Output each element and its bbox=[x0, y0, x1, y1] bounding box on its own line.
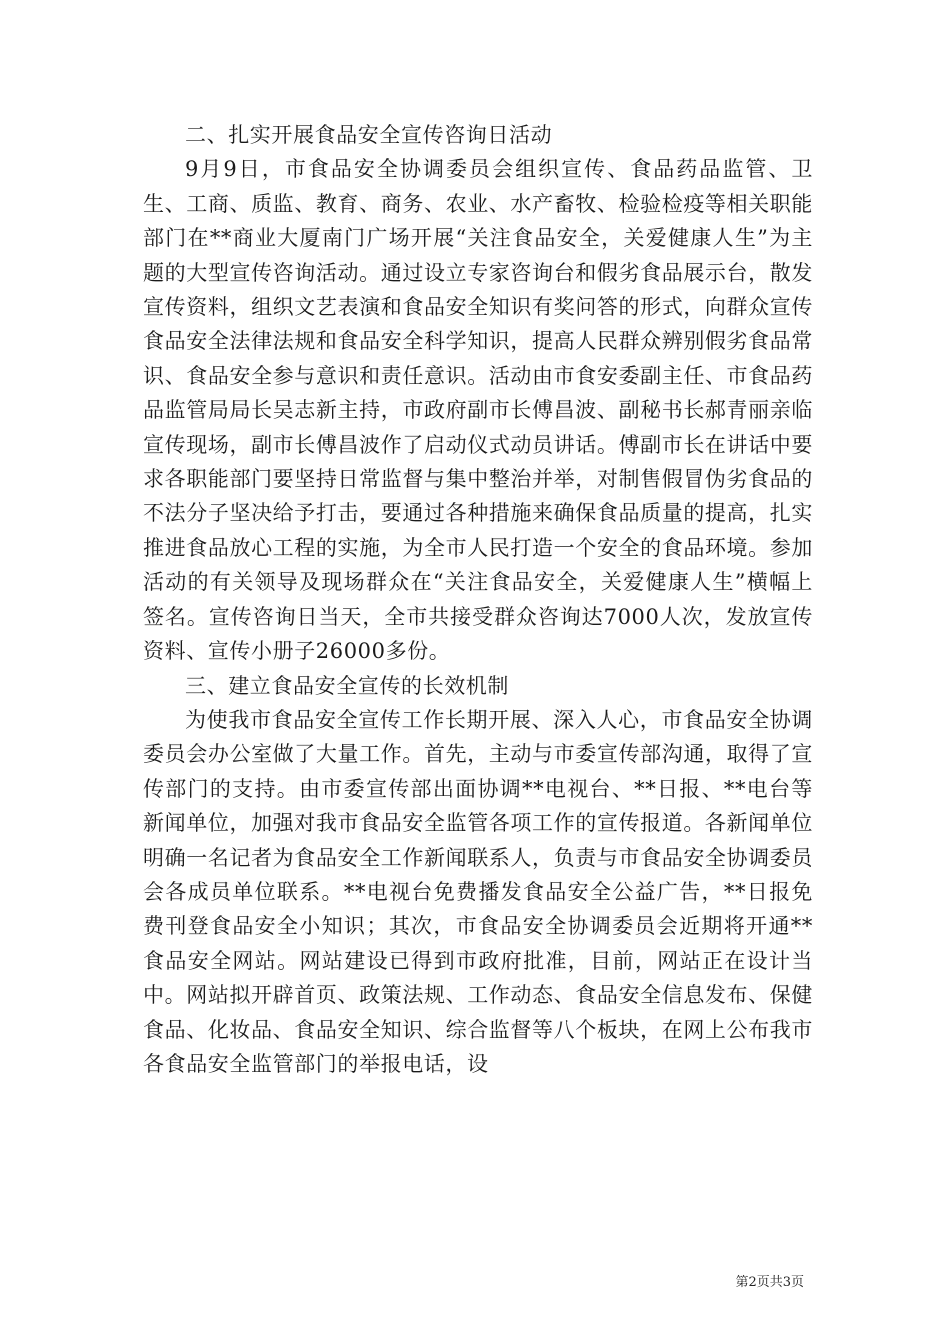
section-heading-3: 三、建立食品安全宣传的长效机制 bbox=[185, 673, 509, 698]
section-heading-2: 二、扎实开展食品安全宣传咨询日活动 bbox=[185, 123, 553, 147]
paragraph-long-term-mechanism: 为使我市食品安全宣传工作长期开展、深入人心，市食品安全协调委员会办公室做了大量工作。首先，主动与市委宣传部沟通，取得了宣传部门的支持。由市委宣传部出面协调**电视台、**日报、**电台等新闻单位，加强对我市食品安全监管各项工作的宣传报道。各新闻单位明确一名记者为食品安全工作新闻联系人，负责与市食品安全协调委员会各成员单位联系。**电视台免费播发食品安全公益广告，**日报免费刊登食品安全小知识；其次，市食品安全协调委员会近期将开通**食品安全网站。网站建设已得到市政府批准，目前，网站正在设计当中。网站拟开辟首页、政策法规、工作动态、食品安全信息发布、保健食品、化妆品、食品安全知识、综合监督等八个板块，在网上公布我市各食品安全监管部门的举报电话，设 bbox=[143, 707, 813, 1076]
paragraph-consultation-day: 9月9日，市食品安全协调委员会组织宣传、食品药品监管、卫生、工商、质监、教育、商务、农业、水产畜牧、检验检疫等相关职能部门在**商业大厦南门广场开展“关注食品安全，关爱健康人生”为主题的大型宣传咨询活动。通过设立专家咨询台和假劣食品展示台，散发宣传资料，组织文艺表演和食品安全知识有奖问答的形式，向群众宣传食品安全法律法规和食品安全科学知识，提高人民群众辨别假劣食品常识、食品安全参与意识和责任意识。活动由市食安委副主任、市食品药品监管局局长吴志新主持，市政府副市长傅昌波、副秘书长郝青丽亲临宣传现场，副市长傅昌波作了启动仪式动员讲话。傅副市长在讲话中要求各职能部门要坚持日常监督与集中整治并举，对制售假冒伪劣食品的不法分子坚决给予打击，要通过各种措施来确保食品质量的提高，扎实推进食品放心工程的实施，为全市人民打造一个安全的食品环境。参加活动的有关领导及现场群众在“关注食品安全，关爱健康人生”横幅上签名。宣传咨询日当天，全市共接受群众咨询达7000人次，发放宣传资料、宣传小册子26000多份。 bbox=[143, 157, 813, 664]
page-number-footer: 第2页共3页 bbox=[735, 1275, 804, 1290]
document-body bbox=[143, 118, 813, 1081]
